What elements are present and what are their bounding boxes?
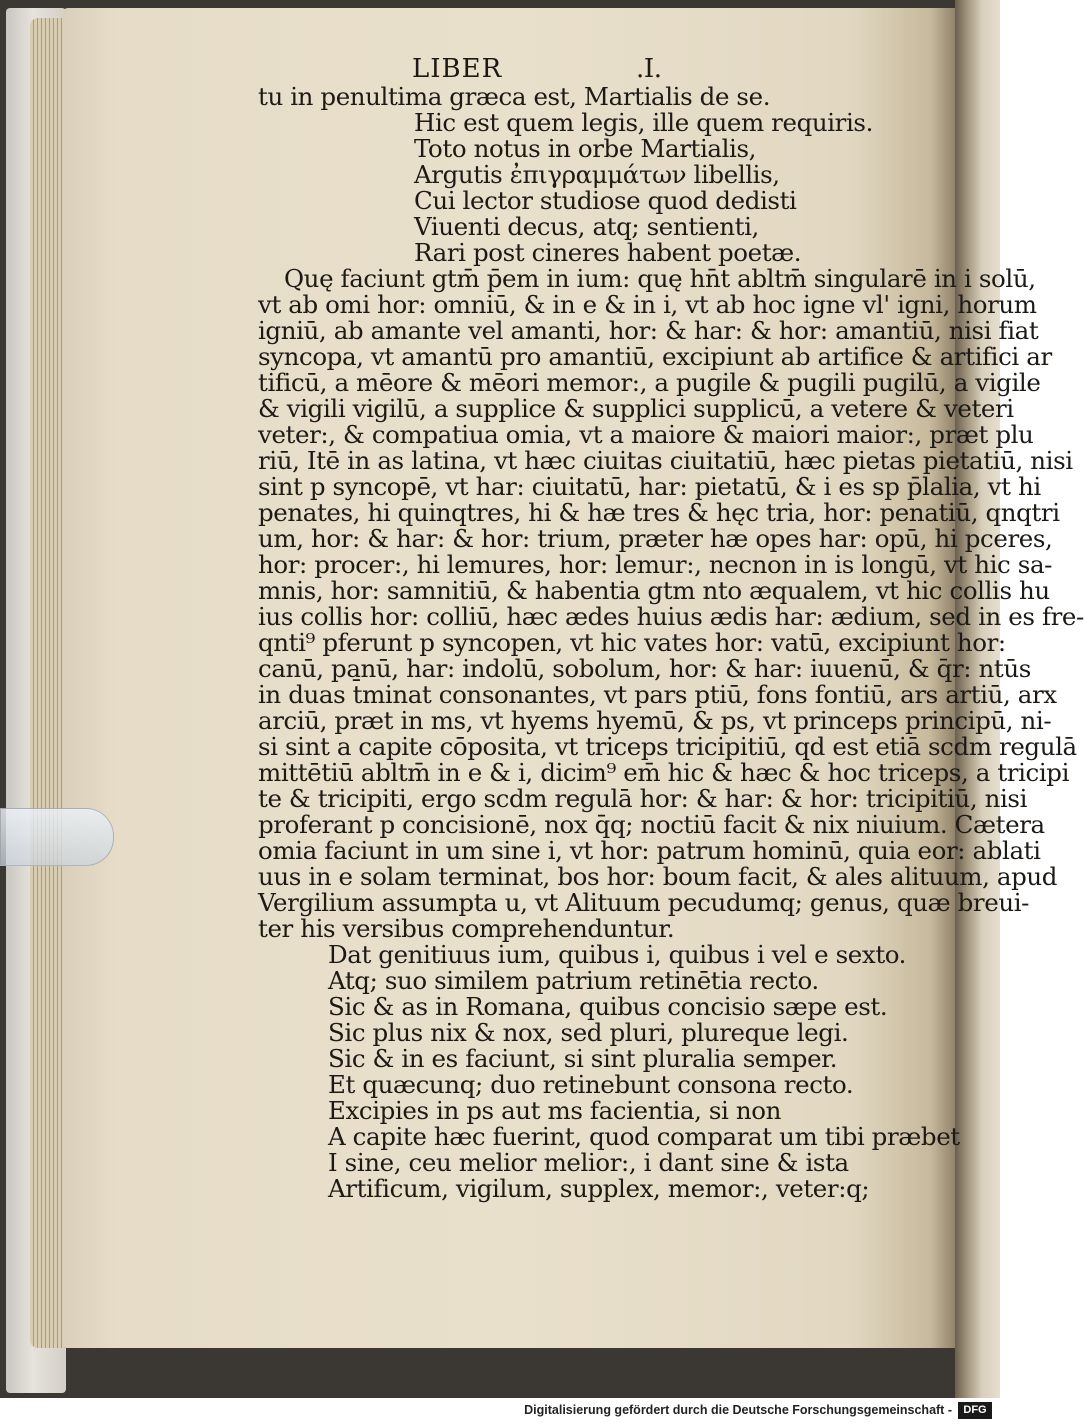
page-clip [0, 808, 114, 866]
text-line: qnti⁹ pferunt p syncopen, vt hic vates hor: vatū, excipiunt hor: [258, 628, 1006, 657]
text-line: Viuenti decus, atq; sentienti, [414, 212, 759, 241]
text-line: te & tricipiti, ergo scdm regulā hor: & har: & hor: tricipitiū, nisi [258, 784, 1028, 813]
text-line: Quę faciunt gtm̄ p̄em in ium: quę hn̄t abltm̄ singularē in i solū, [284, 264, 1036, 293]
text-line: in duas t̄minat consonantes, vt pars ptiū, fons fontiū, ars artiū, arx [258, 680, 1057, 709]
text-line: uus in e solam terminat, bos hor: boum facit, & ales alituum, apud [258, 862, 1058, 891]
text-line: tificū, a mēore & mēori memor:, a pugile & pugili pugilū, a vigile [258, 368, 1041, 397]
verse-line: Artificum, vigilum, supplex, memor:, veter:q; [328, 1174, 870, 1203]
footer-credit: Digitalisierung gefördert durch die Deutsche Forschungsgemeinschaft - [524, 1403, 952, 1417]
text-line: Cui lector studiose quod dedisti [414, 186, 797, 215]
folio-number: .I. [636, 54, 662, 84]
text-line: Vergilium assumpta u, vt Alituum pecudumq; genus, quæ breui- [258, 888, 1030, 917]
text-line: mnis, hor: samnitiū, & habentia gtm nto æqualem, vt hic collis hu [258, 576, 1050, 605]
text-line: Rari post cineres habent poetæ. [414, 238, 802, 267]
verse-line: I sine, ceu melior melior:, i dant sine & ista [328, 1148, 849, 1177]
text-line: veter:, & compatiua omia, vt a maiore & maiori maior:, præt plu [258, 420, 1034, 449]
text-line: omia faciunt in um sine i, vt hor: patrum hominū, quia eor: ablati [258, 836, 1041, 865]
text-line: Hic est quem legis, ille quem requiris. [414, 108, 873, 137]
text-line: mittētiū abltm̄ in e & i, dicim⁹ em̄ hic & hæc & hoc triceps, a tricipi [258, 758, 1070, 787]
text-line: ter his versibus comprehenduntur. [258, 914, 675, 943]
text-line: hor: procer:, hi lemures, hor: lemur:, necnon in is longū, vt hic sa- [258, 550, 1053, 579]
text-line: si sint a capite cōposita, vt triceps tricipitiū, qd est etiā scdm regulā [258, 732, 1077, 761]
text-line: um, hor: & har: & hor: trium, præter hæ opes har: opū, hi pceres, [258, 524, 1053, 553]
footer-bar [0, 1398, 1000, 1424]
verse-line: Sic plus nix & nox, sed pluri, plureque legi. [328, 1018, 849, 1047]
text-line: canū, panū, har: indolū, sobolum, hor: & har: iuuenū, & q̄r: ntūs [258, 654, 1031, 683]
verse-line: Sic & in es faciunt, si sint pluralia semper. [328, 1044, 838, 1073]
text-line: Toto notus in orbe Martialis, [414, 134, 757, 163]
text-line: ius collis hor: colliū, hæc ædes huius ædis har: ædium, sed in es fre- [258, 602, 1084, 631]
text-line: igniū, ab amante vel amanti, hor: & har: & hor: amantiū, nisi fiat [258, 316, 1039, 345]
verse-line: Sic & as in Romana, quibus concisio sæpe est. [328, 992, 888, 1021]
text-line: tu in penultima græca est, Martialis de se. [258, 82, 771, 111]
text-line: vt ab omi hor: omniū, & in e & in i, vt ab hoc igne vl' igni, horum [258, 290, 1037, 319]
verse-line: Excipies in ps aut ms facientia, si non [328, 1096, 781, 1125]
text-line: Argutis ἐπιγραμμάτων libellis, [414, 160, 780, 189]
verse-line: Atq; suo similem patrium retinētia recto. [328, 966, 819, 995]
running-head: LIBER [412, 54, 503, 84]
verse-line: A capite hæc fuerint, quod comparat um tibi præbet [328, 1122, 960, 1151]
text-line: arciū, præt in ms, vt hyems hyemū, & ps, vt princeps principū, ni- [258, 706, 1052, 735]
text-line: proferant p concisionē, nox q̄q; noctiū facit & nix niuium. Cætera [258, 810, 1045, 839]
text-line: riū, Itē in as latina, vt hæc ciuitas ciuitatiū, hæc pietas pietatiū, nisi [258, 446, 1073, 475]
verse-line: Dat genitiuus ium, quibus i, quibus i vel e sexto. [328, 940, 907, 969]
text-line: & vigili vigilū, a supplice & supplici supplicū, a vetere & veteri [258, 394, 1014, 423]
text-line: sint p syncopē, vt har: ciuitatū, har: pietatū, & i es sp p̄lalia, vt hi [258, 472, 1041, 501]
dfg-logo: DFG [958, 1402, 992, 1419]
text-line: syncopa, vt amantū pro amantiū, excipiunt ab artifice & artifici ar [258, 342, 1052, 371]
text-line: penates, hi quinqtres, hi & hæ tres & hęc tria, hor: penatiū, qnqtri [258, 498, 1060, 527]
verse-line: Et quæcunq; duo retinebunt consona recto. [328, 1070, 854, 1099]
